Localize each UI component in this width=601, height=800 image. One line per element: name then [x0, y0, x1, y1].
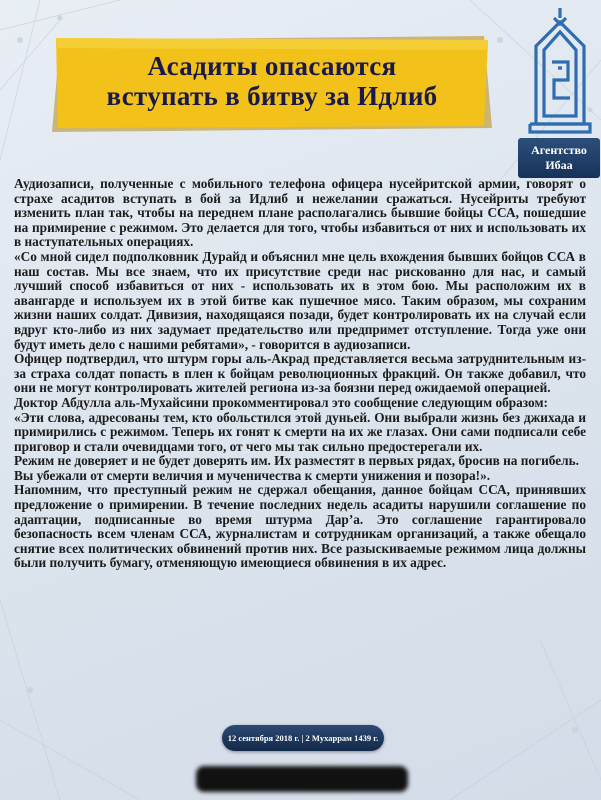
agency-badge [518, 138, 600, 178]
date-badge: 12 сентября 2018 г. | 2 Мухаррам 1439 г. [222, 725, 384, 751]
page-title [52, 51, 492, 111]
paragraph-1: Аудиозаписи, полученные с мобильного телефона офицера нусейритской армии, говорят о страхе асадитов вступать в бой за Идлиб и нежелании сражаться. Нусейриты требуют изменить план так, чтобы на переднем плане располагались бывшие бойцы ССА, пошедшие на примирение с режимом. Это делается для того, чтобы избавиться от них и использовать их в наступательных операциях. [14, 176, 586, 250]
paragraph-6: Режим не доверяет и не будет доверять им. Их разместят в первых рядах, бросив на погибель. [14, 453, 579, 469]
paragraph-2: «Со мной сидел подполковник Дурайд и объяснил мне цель вхождения бывших бойцов ССА в наш состав. Мы все знаем, что их присутствие среди нас рискованно для нас, и самый лучший способ избавиться от них - использовать их в этом бою. Мы расположим их в авангарде и используем их в этой битве как пушечное мясо. Таким образом, мы сохраним жизни наших солдат. Дивизия, находящаяся позади, будет контролировать их на случай если вдруг кто-либо из них задумает предательство или предпримет отступление. Тогда уже они будут иметь дело с нашими ребятами», - говорится в аудиозаписи. [14, 248, 586, 352]
paragraph-4: Доктор Абдулла аль-Мухайсини прокомментировал это сообщение следующим образом: [14, 394, 548, 410]
agency-name-line-2: Ибаа [545, 158, 573, 172]
title-line-2: вступать в битву за Идлиб [106, 81, 438, 111]
paragraph-7: Вы убежали от смерти величия и мученичества к смерти унижения и позора!». [14, 467, 491, 483]
title-line-1: Асадиты опасаются [147, 51, 397, 81]
ibaa-logo-icon [524, 6, 596, 138]
paragraph-3: Офицер подтвердил, что штурм горы аль-Акрад представляется весьма затруднительным из-за страха солдат попасть в плен к бойцам революционных фракций. Он также добавил, что они не могут контролировать жителей региона из-за боязни перед ожидаемой операцией. [14, 351, 586, 396]
paragraph-5: «Эти слова, адресованы тем, кто обольстился этой дуньей. Они выбрали жизнь без джихада и примирились с режимом. Теперь их гонят к смерти на их же глазах. Они сами подписали себе приговор и стали очевидцами того, от чего мы так сильно предостерегали их. [14, 409, 586, 454]
redacted-block [196, 766, 408, 792]
agency-name-line-1: Агентство [531, 143, 587, 157]
paragraph-8: Напомним, что преступный режим не сдержал обещания, данное бойцам ССА, принявших предложение о примирении. В течение последних недель асадиты нарушили соглашение по адаптации, подписанные во время штурма Дар’а. Это соглашение гарантировало безопасность всем членам ССА, журналистам и сотрудникам организаций, а также обещало снятие всех политических обвинений против них. Все разыскиваемые режимом лица должны были получить бумагу, отменяющую имеющиеся обвинения в их адрес. [14, 482, 586, 571]
article-body [14, 177, 586, 571]
headline-banner [52, 36, 492, 132]
